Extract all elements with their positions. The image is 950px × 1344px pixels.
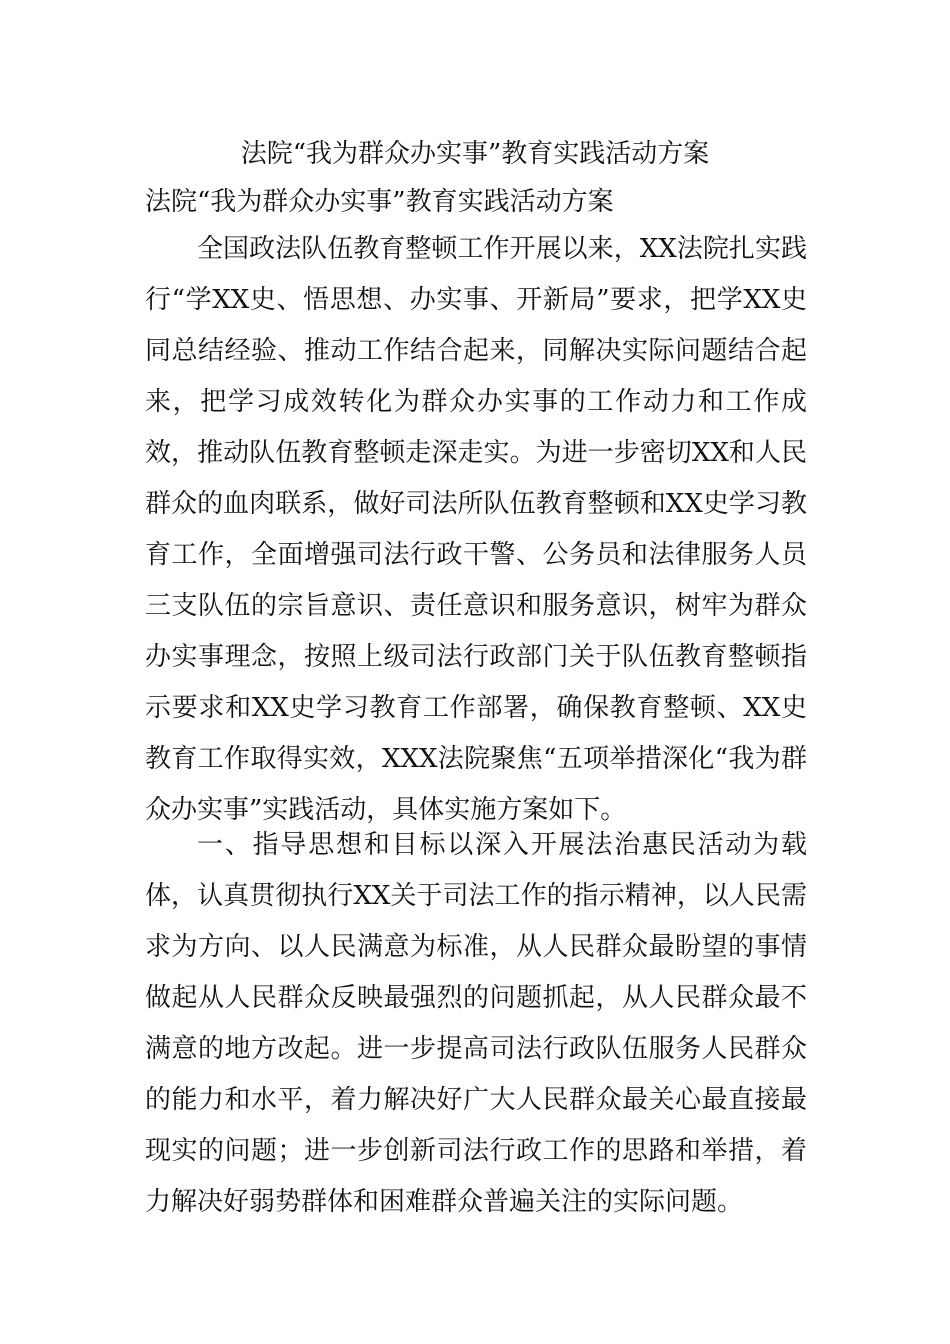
document-title: 法院“我为群众办实事”教育实践活动方案 xyxy=(240,139,710,169)
document-subtitle: 法院“我为群众办实事”教育实践活动方案 xyxy=(145,187,614,217)
body-paragraph-intro: 全国政法队伍教育整顿工作开展以来，XX法院扎实践行“学XX史、悟思想、办实事、开新局”要求，把学XX史同总结经验、推动工作结合起来，同解决实际问题结合起来，把学习成效转化为群众办实事的工作动力和工作成效，推动队伍教育整顿走深走实。为进一步密切XX和人民群众的血肉联系，做好司法所队伍教育整顿和XX史学习教育工作，全面增强司法行政干警、公务员和法律服务人员三支队伍的宗旨意识、责任意识和服务意识，树牢为群众办实事理念，按照上级司法行政部门关于队伍教育整顿指示要求和XX史学习教育工作部署，确保教育整顿、XX史教育工作取得实效，XXX法院聚焦“五项举措深化“我为群众办实事”实践活动，具体实施方案如下。 xyxy=(145,234,807,825)
body-paragraph-guiding-ideology: 一、指导思想和目标以深入开展法治惠民活动为载体，认真贯彻执行XX关于司法工作的指示精神，以人民需求为方向、以人民满意为标准，从人民群众最盼望的事情做起从人民群众反映最强烈的问题抓起，从人民群众最不满意的地方改起。进一步提高司法行政队伍服务人民群众的能力和水平，着力解决好广大人民群众最关心最直接最现实的问题；进一步创新司法行政工作的思路和举措，着力解决好弱势群体和困难群众普遍关注的实际问题。 xyxy=(145,830,807,1217)
